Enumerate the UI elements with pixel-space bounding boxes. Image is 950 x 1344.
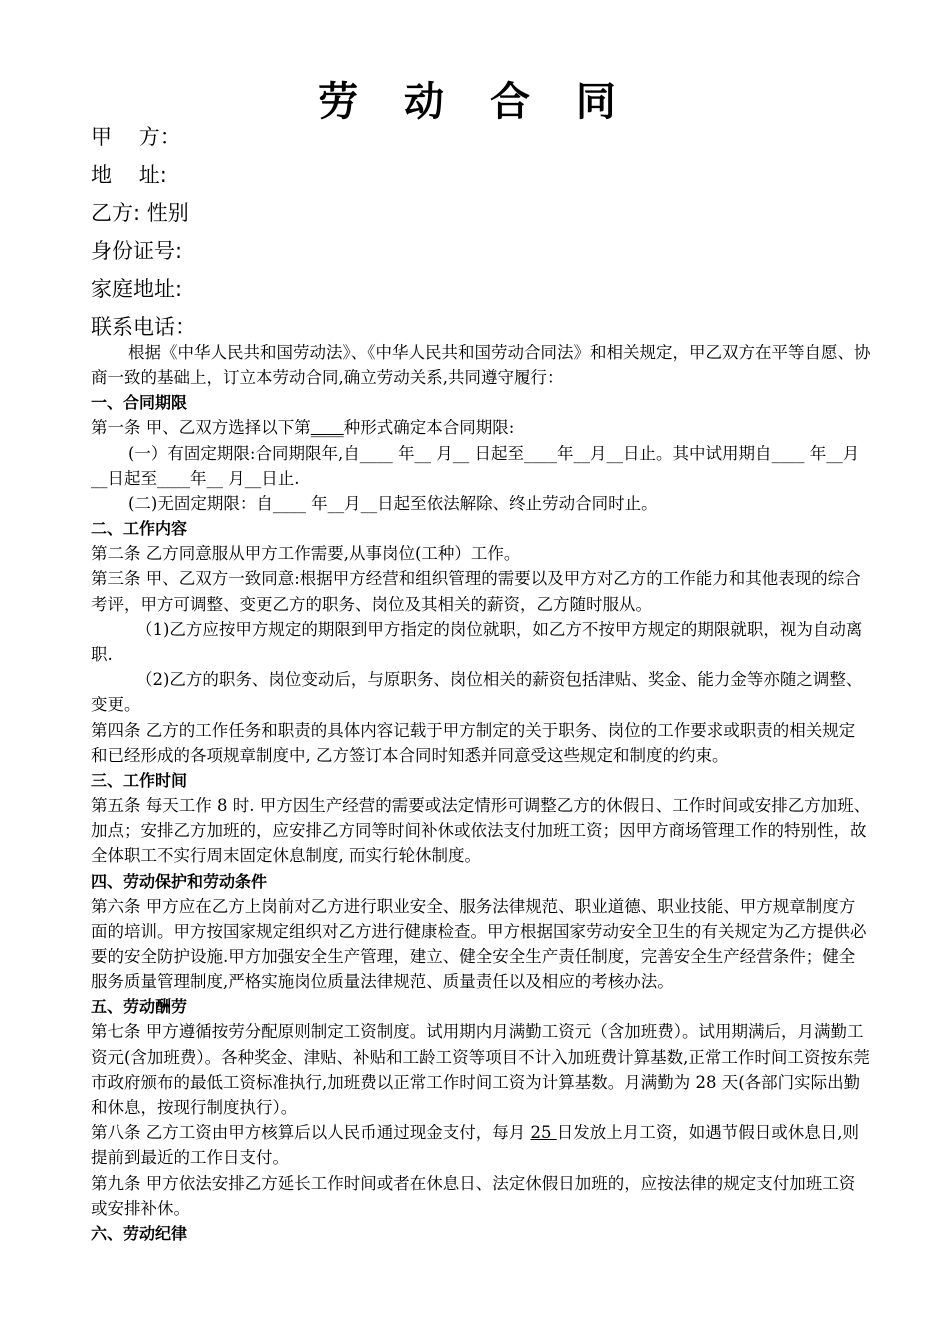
- article-6: 第六条 甲方应在乙方上岗前对乙方进行职业安全、服务法律规范、职业道德、职业技能、甲方规章制度方面的培训。甲方按国家规定组织对乙方进行健康检查。甲方根据国家劳动安全卫生的有关规定为乙方提供必要的安全防护设施.甲方加强安全生产管理，建立、健全安全生产责任制度，完善安全生产经营条件；健全服务质量管理制度,严格实施岗位质量法律规范、质量责任以及相应的考核办法。: [91, 896, 867, 992]
- article-1-text-end: 种形式确定本合同期限:: [343, 418, 515, 438]
- article-8-text-end: 日发放上月工资，如遇节假日或休息日,则提前到最近的工作日支付。: [91, 1123, 859, 1168]
- article-9: 第九条 甲方依法安排乙方延长工作时间或者在休息日、法定休假日加班的，应按法律的规定支付加班工资或安排补休。: [91, 1173, 856, 1218]
- section-heading: 六、劳动纪律: [91, 1224, 188, 1244]
- section-heading: 五、劳动酬劳: [91, 997, 188, 1017]
- document-title: 劳 动 合 同: [318, 79, 632, 125]
- form-choice-blank: ____: [310, 418, 344, 438]
- article-2: 第二条 乙方同意服从甲方工作需要,从事岗位(工种）工作。: [91, 544, 521, 564]
- party-info: [91, 118, 196, 346]
- article-8: [91, 1120, 871, 1170]
- payday-value: 25: [530, 1123, 557, 1143]
- article-1-text: 第一条 甲、乙双方选择以下第: [91, 418, 311, 438]
- section-heading: 二、工作内容: [91, 519, 188, 539]
- party-a-field: 甲 方：: [91, 125, 181, 149]
- article-5: 第五条 每天工作 8 时. 甲方因生产经营的需要或法定情形可调整乙方的休假日、工作时间或安排乙方加班、加点；安排乙方加班的，应安排乙方同等时间补休或依法支付加班工资；因甲方商场管理工作的特别性，故全体职工不实行周末固定休息制度, 而实行轮休制度。: [91, 796, 871, 866]
- home-address-field: 家庭地址:: [91, 277, 183, 301]
- address-field: 地 址:: [91, 163, 167, 187]
- section-heading: 三、工作时间: [91, 771, 188, 791]
- article-4: 第四条 乙方的工作任务和职责的具体内容记载于甲方制定的关于职务、岗位的工作要求或职责的相关规定和已经形成的各项规章制度中, 乙方签订本合同时知悉并同意受这些规定和制度的约束。: [91, 720, 856, 765]
- id-number-field: 身份证号:: [91, 239, 183, 263]
- article-3-item-2: （2)乙方的职务、岗位变动后，与原职务、岗位相关的薪资包括津贴、奖金、能力金等亦随之调整、变更。: [91, 670, 863, 715]
- section-heading: 四、劳动保护和劳动条件: [91, 871, 268, 891]
- fixed-term-clause: (一）有固定期限:合同期限年,自____ 年__ 月__ 日起至____年__月__日止。其中试用期自____ 年__月__日起至____年__ 月__日止.: [91, 443, 860, 488]
- article-8-text: 第八条 乙方工资由甲方核算后以人民币通过现金支付，每月: [91, 1123, 531, 1143]
- party-b-field: 乙方: 性别: [91, 201, 189, 225]
- contract-body: [91, 340, 871, 1246]
- section-heading: 一、合同期限: [91, 393, 188, 413]
- article-7: 第七条 甲方遵循按劳分配原则制定工资制度。试用期内月满勤工资元（含加班费）。试用期满后，月满勤工资元(含加班费）。各种奖金、津贴、补贴和工龄工资等项目不计入加班费计算基数,正常工作时间工资按东莞市政府颁布的最低工资标准执行,加班费以正常工作时间工资为计算基数。月满勤为 28 天(各部门实际出勤和休息，按现行制度执行）。: [91, 1022, 870, 1118]
- open-term-clause: (二)无固定期限：自____ 年__月__日起至依法解除、终止劳动合同时止。: [128, 494, 658, 514]
- article-1: [91, 415, 871, 440]
- intro-paragraph: 根据《中华人民共和国劳动法》、《中华人民共和国劳动合同法》和相关规定，甲乙双方在平等自愿、协商一致的基础上，订立本劳动合同,确立劳动关系,共同遵守履行：: [91, 343, 871, 388]
- article-3-item-1: （1)乙方应按甲方规定的期限到甲方指定的岗位就职，如乙方不按甲方规定的期限就职，视为自动离职.: [91, 619, 863, 665]
- article-3: 第三条 甲、乙双方一致同意:根据甲方经营和组织管理的需要以及甲方对乙方的工作能力和其他表现的综合考评，甲方可调整、变更乙方的职务、岗位及其相关的薪资，乙方随时服从。: [91, 569, 861, 614]
- phone-field: 联系电话：: [91, 315, 196, 339]
